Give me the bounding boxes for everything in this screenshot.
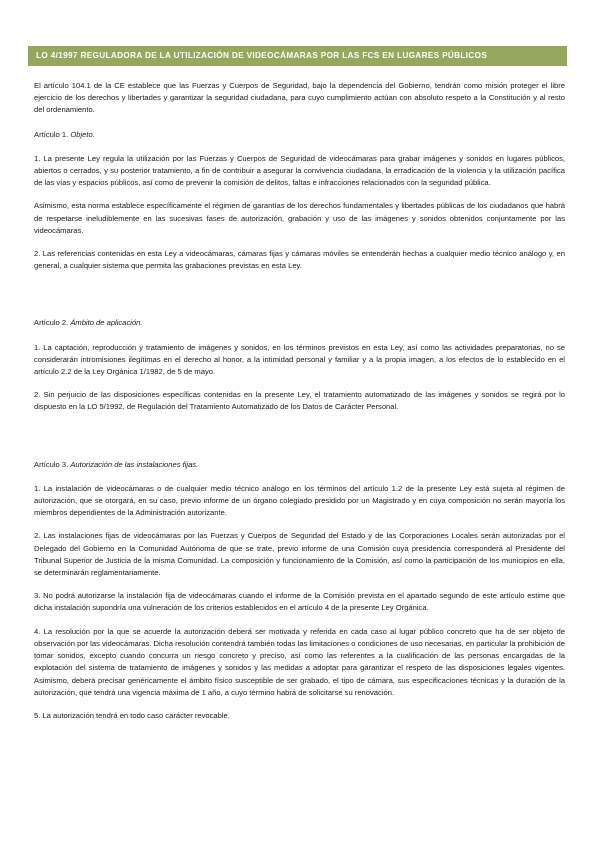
article-number: Artículo 3.: [34, 459, 69, 469]
intro-paragraph: El artículo 104.1 de la CE establece que las Fuerzas y Cuerpos de Seguridad, bajo la dependencia del Gobierno, tendrán como misión proteger el libre ejercicio de los derechos y libertades y garantizar la seguridad ciudadana, para cuyo cumplimiento actúan con absoluto respeto a la Constitución y al resto del ordenamiento.: [34, 81, 565, 115]
article-paragraph: 2. Las instalaciones fijas de videocámaras por las Fuerzas y Cuerpos de Seguridad del Estado y de las Corporaciones Locales serán autorizadas por el Delegado del Gobierno en la Comunidad Autónoma de que se trate, previo informe de una Comisión cuya presidencia corresponderá al Presidente del Tribunal Superior de Justicia de la misma Comunidad. La composición y funcionamiento de la Comisión, así como la participación de los municipios en ella, se determinarán reglamentariamente.: [34, 531, 565, 578]
article-paragraph: Asimismo, esta norma establece específicamente el régimen de garantías de los derechos fundamentales y libertades públicas de los ciudadanos que habrá de respetarse ineludiblemente en las sucesivas fases de autorización, grabación y uso de las imágenes y sonidos obtenidos conjuntamente por las videocámaras.: [34, 201, 565, 235]
document-title-banner: LO 4/1997 REGULADORA DE LA UTILIZACIÓN DE VIDEOCÁMARAS POR LAS FCS EN LUGARES PÚBLICOS: [28, 46, 567, 66]
article-2: [34, 317, 565, 413]
article-paragraph: 3. No podrá autorizarse la instalación fija de videocámaras cuando el informe de la Comisión prevista en el apartado segundo de este artículo estime que dicha instalación supondría una vulneración de los criterios establecidos en el artículo 4 de la presente Ley Orgánica.: [34, 591, 565, 613]
article-3: [34, 459, 565, 722]
article-heading: [34, 459, 565, 471]
article-paragraph: 2. Sin perjuicio de las disposiciones específicas contenidas en la presente Ley, el tratamiento automatizado de las imágenes y sonidos se regirá por lo dispuesto en la LO 5/1992, de Regulación del Tratamiento Automatizado de los Datos de Carácter Personal.: [34, 390, 565, 412]
article-paragraph: 1. La captación, reproducción y tratamiento de imágenes y sonidos, en los términos previstos en esta Ley, así como las actividades preparatorias, no se considerarán intromisiones ilegítimas en el derecho al honor, a la intimidad personal y familiar y a la propia imagen, a los efectos de lo establecido en el artículo 2.2 de la Ley Orgánica 1/1982, de 5 de mayo.: [34, 342, 565, 377]
article-1: [34, 129, 565, 273]
article-heading: [34, 129, 565, 141]
article-title: Objeto.: [70, 129, 95, 139]
section-spacer: [34, 283, 565, 317]
article-paragraph: 1. La instalación de videocámaras o de cualquier medio técnico análogo en los términos del artículo 1.2 de la presente Ley está sujeta al régimen de autorización, que se otorgará, en su caso, previo informe de un órgano colegiado presidido por un Magistrado y en cuya composición no serán mayoría los miembros dependientes de la Administración autorizante.: [34, 483, 565, 518]
section-spacer: [34, 425, 565, 459]
article-paragraph: 4. La resolución por la que se acuerde la autorización deberá ser motivada y referida en cada caso al lugar público concreto que ha de ser objeto de observación por las videocámaras. Dicha resolución contendrá también todas las limitaciones o condiciones de uso necesarias, en particular la prohibición de tomar sonidos, excepto cuando concurra un riesgo concreto y preciso, así como las referentes a la cualificación de las personas encargadas de la explotación del sistema de tratamiento de imágenes y sonidos y las medidas a adoptar para garantizar el respeto de las disposiciones legales vigentes. Asimismo, deberá precisar genéricamente el ámbito físico susceptible de ser grabado, el tipo de cámara, sus especificaciones técnicas y la duración de la autorización, que tendrá una vigencia máxima de 1 año, a cuyo término habrá de solicitarse su renovación.: [34, 626, 565, 697]
article-number: Artículo 2.: [34, 318, 69, 328]
article-paragraph: 1. La presente Ley regula la utilización por las Fuerzas y Cuerpos de Seguridad de videocámaras para grabar imágenes y sonidos en lugares públicos, abiertos o cerrados, y su posterior tratamiento, a fin de contribuir a asegurar la convivencia ciudadana, la erradicación de la violencia y la utilización pacífica de las vías y espacios públicos, así como de prevenir la comisión de delitos, faltas e infracciones relacionados con la seguridad pública.: [34, 153, 565, 188]
document-body: [34, 80, 565, 733]
article-paragraph: 5. La autorización tendrá en todo caso carácter revocable.: [34, 710, 230, 720]
article-number: Artículo 1.: [34, 129, 69, 139]
article-heading: [34, 317, 565, 329]
article-paragraph: 2. Las referencias contenidas en esta Ley a videocámaras, cámaras fijas y cámaras móviles se entenderán hechas a cualquier medio técnico análogo y, en general, a cualquier sistema que permita las grabaciones previstas en esta Ley.: [34, 249, 565, 271]
article-title: Autorización de las instalaciones fijas.: [70, 459, 199, 469]
article-title: Ámbito de aplicación.: [70, 318, 143, 328]
